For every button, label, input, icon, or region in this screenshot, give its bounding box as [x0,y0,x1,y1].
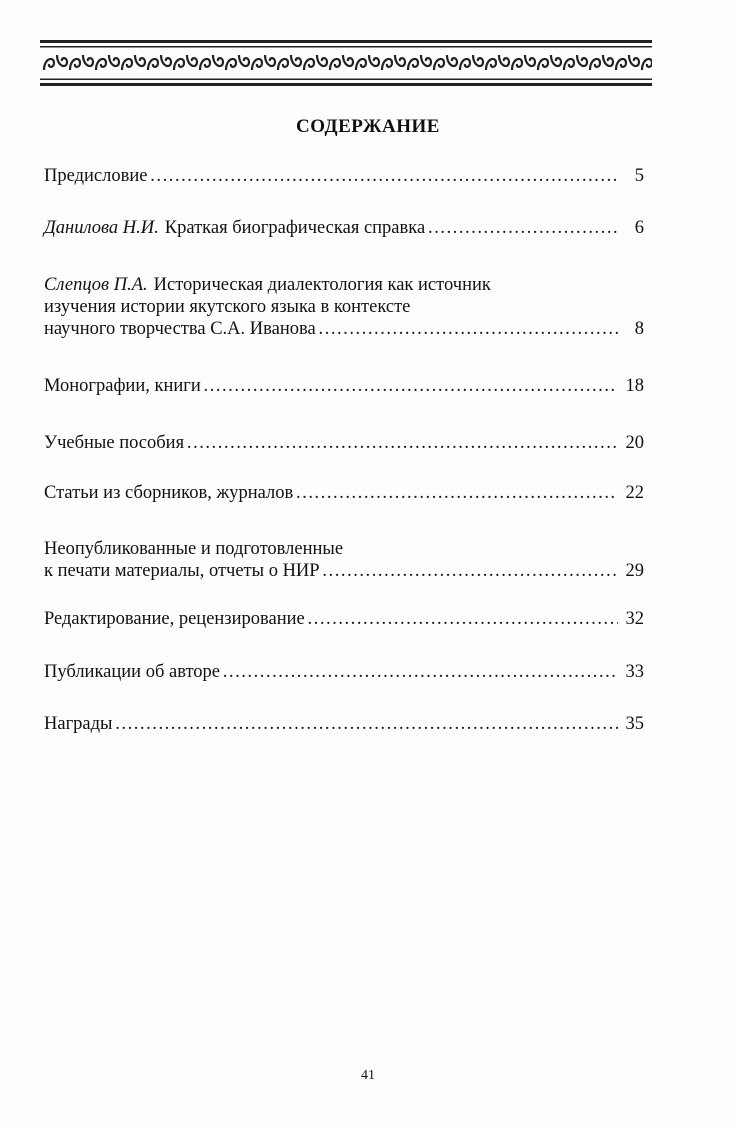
leader-dots [318,318,618,340]
toc-entry-title: к печати материалы, отчеты о НИР [44,561,320,581]
page-number: 41 [361,1068,375,1083]
toc-entry-page: 18 [625,376,644,396]
toc-entry-page: 8 [634,319,644,339]
toc-entry-title: Историческая диалектология как источник [153,275,491,295]
toc-entry-preface[interactable] [44,165,644,187]
toc-entry-page: 5 [634,166,644,186]
toc-entry-page: 6 [634,218,644,238]
toc-entry-awards[interactable] [44,713,644,735]
toc-entry-author: Слепцов П.А. [44,275,148,295]
toc-entry-title: научного творчества С.А. Иванова [44,319,316,339]
ornament-border [40,40,652,86]
toc-entry-title: изучения истории якутского языка в контексте [44,297,411,317]
toc-entry-author: Данилова Н.И. [44,218,159,238]
toc-entry-title: Предисловие [44,166,148,186]
toc-entry-title: Учебные пособия [44,433,185,453]
leader-dots [307,608,618,630]
leader-dots [186,432,618,454]
toc-entry-page: 32 [625,609,644,629]
toc-entry-monographs[interactable] [44,375,644,397]
toc-entry-title: Редактирование, рецензирование [44,609,305,629]
leader-dots [203,375,618,397]
toc-entry-historical-dialectology[interactable] [44,274,644,340]
toc-entry-unpublished[interactable] [44,538,644,582]
leader-dots [222,661,618,683]
toc-entry-editing[interactable] [44,608,644,630]
toc-entry-page: 22 [625,483,644,503]
toc-entry-title: Краткая биографическая справка [164,218,426,238]
leader-dots [322,560,618,582]
toc-entry-title: Публикации об авторе [44,662,221,682]
leader-dots [295,482,618,504]
toc-title: СОДЕРЖАНИЕ [296,116,440,137]
toc-entry-biography[interactable] [44,217,644,239]
toc-entry-page: 33 [625,662,644,682]
toc-entry-title: Статьи из сборников, журналов [44,483,294,503]
toc-entry-page: 29 [625,561,644,581]
toc-entry-title: Неопубликованные и подготовленные [44,539,344,559]
toc-entry-title: Награды [44,714,113,734]
toc-entry-publications-about-author[interactable] [44,661,644,683]
leader-dots [427,217,618,239]
toc-entry-title: Монографии, книги [44,376,201,396]
toc-entry-page: 35 [625,714,644,734]
leader-dots [114,713,618,735]
leader-dots [149,165,618,187]
toc-entry-textbooks[interactable] [44,432,644,454]
toc-entry-page: 20 [625,433,644,453]
toc-entry-articles[interactable] [44,482,644,504]
